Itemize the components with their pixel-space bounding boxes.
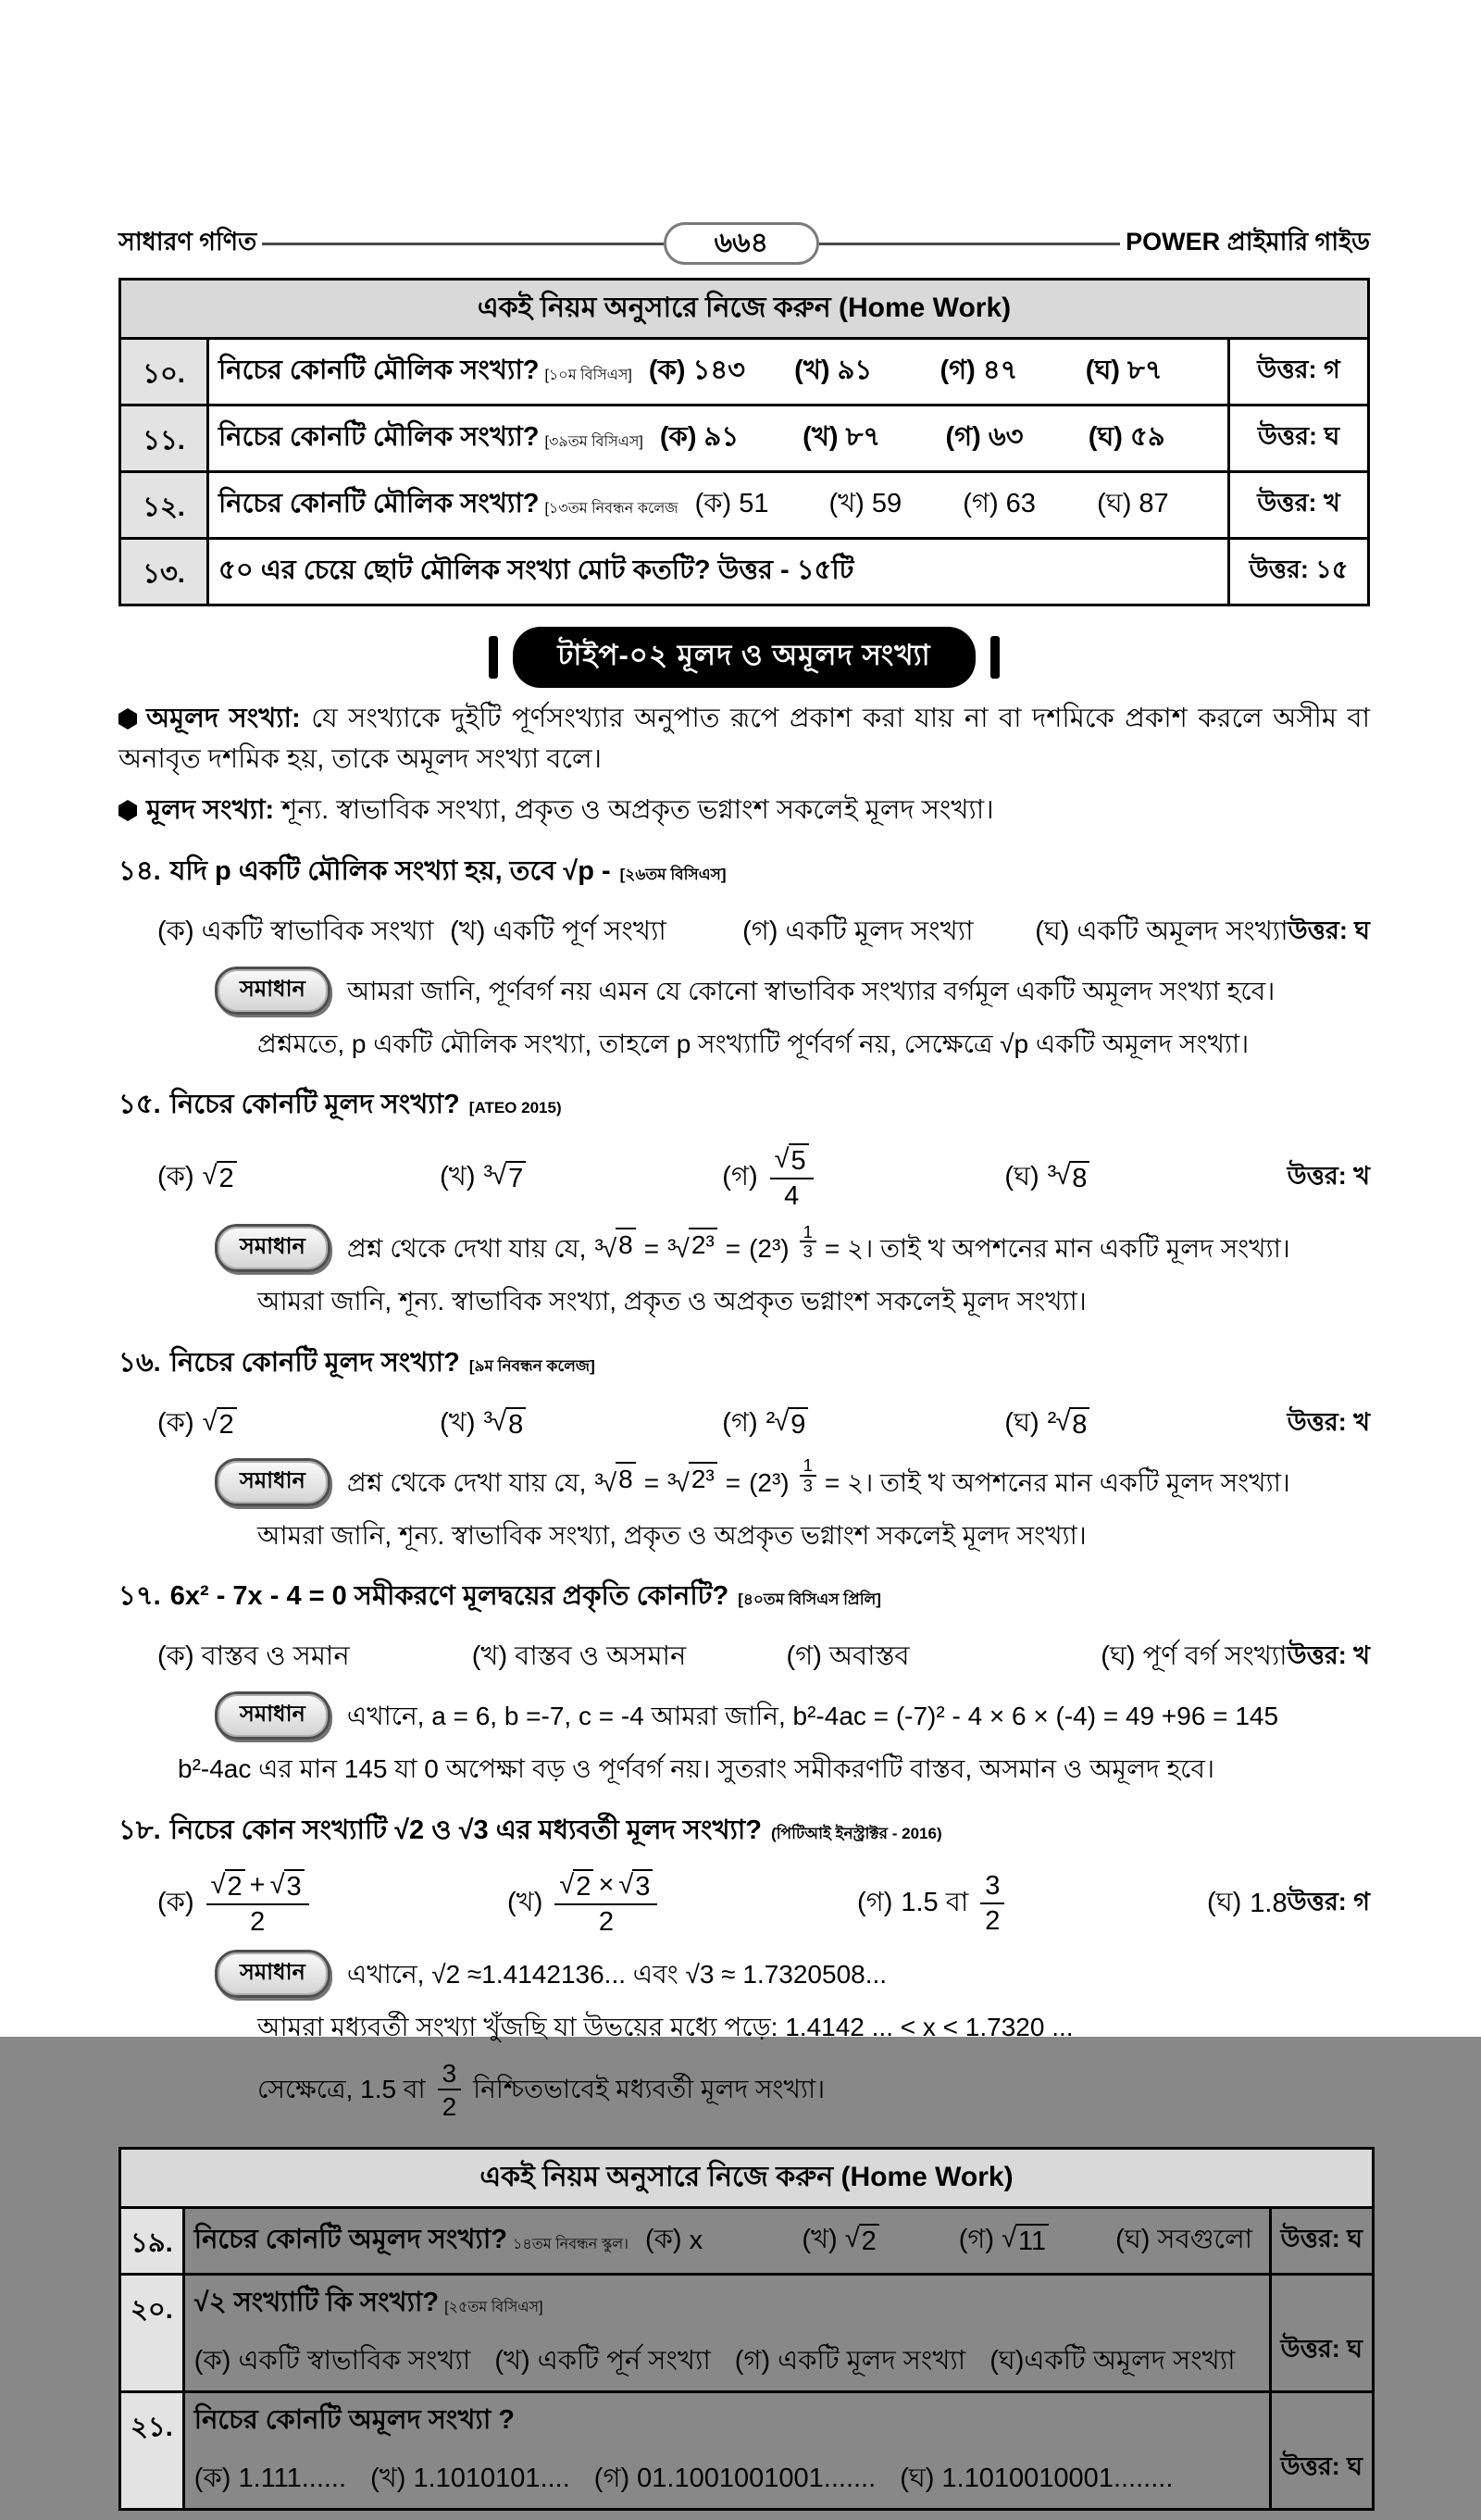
radical-sign: √ — [1002, 2223, 1016, 2253]
option: (গ) একটি মূলদ সংখ্যা — [734, 2345, 966, 2376]
definition-irrational — [118, 699, 1370, 780]
homework-table-2 — [118, 2147, 1375, 2511]
solution-text: নিশ্চিতভাবেই মধ্যবর্তী মূলদ সংখ্যা। — [473, 2075, 826, 2104]
solution-pill: সমাধান — [215, 967, 330, 1015]
option-label: (ক) — [157, 1162, 194, 1192]
option-text: 1.8 — [1250, 1889, 1288, 1919]
option-text: x — [689, 2225, 703, 2255]
option: (ক) একটি স্বাভাবিক সংখ্যা — [157, 916, 434, 946]
solution-14 — [215, 967, 1370, 1015]
option: (ক) একটি স্বাভাবিক সংখ্যা — [193, 2345, 471, 2376]
solution-line: আমরা মধ্যবর্তী সংখ্যা খুঁজছি যা উভয়ের মধ্যে পড়ে: 1.4142 ... < x < 1.7320 ... — [257, 2012, 1074, 2041]
radical-sign: √ — [774, 1144, 789, 1175]
radical — [270, 1869, 305, 1903]
option — [1115, 2218, 1259, 2264]
question-18 — [118, 1809, 1370, 2123]
type-banner — [118, 627, 1370, 688]
subject-title: সাধারণ গণিত — [118, 227, 257, 256]
hexagon-bullet-icon — [118, 708, 137, 730]
option: (ক) বাস্তব ও সমান — [157, 1641, 350, 1672]
question-number: ১২. — [120, 472, 208, 539]
option — [1004, 1155, 1287, 1201]
option: (ঘ) ৮৭ — [1085, 356, 1163, 385]
option: (ঘ) 1.1010010001........ — [900, 2463, 1174, 2493]
option: (খ) ৮৭ — [803, 422, 881, 452]
banner-bar-icon — [990, 636, 1000, 679]
option — [157, 1402, 440, 1447]
option — [645, 2218, 789, 2264]
radical — [667, 1462, 717, 1504]
option — [1004, 1402, 1287, 1447]
question-15 — [118, 1083, 1370, 1322]
option-label: (গ) — [857, 1888, 893, 1918]
solution-text: প্রশ্ন থেকে দেখা যায় যে, — [346, 1233, 587, 1263]
banner-bar-icon — [489, 636, 498, 679]
option: (গ) 01.1001001001....... — [593, 2463, 877, 2493]
question-text: ৫০ এর চেয়ে ছোট মৌলিক সংখ্যা মোট কতটি? উত্তর - ১৫টি — [218, 555, 854, 585]
banner-label: টাইপ-০২ মূলদ ও অমূলদ সংখ্যা — [513, 627, 975, 688]
solution-line: আমরা জানি, শূন্য. স্বাভাবিক সংখ্যা, প্রকৃত ও অপ্রকৃত ভগ্নাংশ সকলেই মূলদ সংখ্যা। — [257, 1520, 1087, 1550]
source-tag: [ATEO 2015) — [468, 1099, 562, 1117]
source-tag: [৩৯তম বিসিএস] — [544, 434, 643, 450]
power-term: (2³) — [749, 1467, 790, 1497]
option: (ক) 1.111...... — [193, 2463, 347, 2493]
question-number: ২০. — [120, 2274, 184, 2391]
radical-sign: √ — [559, 1870, 574, 1901]
table-row — [120, 2207, 1374, 2274]
question-cell — [208, 405, 1229, 472]
question-cell — [183, 2207, 1270, 2274]
radical — [594, 1228, 635, 1270]
table-row — [120, 405, 1369, 472]
solution-pill: সমাধান — [215, 1950, 330, 1998]
solution-text: = ২। তাই খ অপশনের মান একটি মূলদ সংখ্যা। — [824, 1233, 1290, 1263]
table-row — [120, 339, 1369, 405]
option: (খ) ৯১ — [794, 356, 873, 385]
denominator: 2 — [985, 1906, 1001, 1937]
solution-pill: সমাধান — [215, 1691, 330, 1740]
option: (ক) 51 — [694, 489, 769, 518]
question-text: 6x² - 7x - 4 = 0 সমীকরণে মূলদ্বয়ের প্রকৃতি কোনটি? — [169, 1581, 729, 1612]
source-tag: [১০ম বিসিএস] — [544, 368, 632, 383]
question-cell — [183, 2391, 1270, 2509]
radical-sign: √ — [844, 2223, 859, 2253]
option — [440, 1402, 722, 1447]
radicand: 2 — [859, 2224, 879, 2258]
radical-sign: ³√ — [667, 1467, 689, 1497]
question-text: নিচের কোনটি মূলদ সংখ্যা? — [169, 1090, 460, 1120]
option: (খ) একটি পূর্ণ সংখ্যা — [450, 916, 666, 946]
equals-sign: = — [643, 1467, 660, 1497]
question-text: নিচের কোন সংখ্যাটি √2 ও √3 এর মধ্যবর্তী মূলদ সংখ্যা? — [169, 1815, 763, 1846]
radical — [211, 1869, 245, 1903]
definition-text: শূন্য. স্বাভাবিক সংখ্যা, প্রকৃত ও অপ্রকৃত ভগ্নাংশ সকলেই মূলদ সংখ্যা। — [281, 795, 994, 825]
question-number: ১১. — [120, 405, 208, 472]
question-text: নিচের কোনটি অমূলদ সংখ্যা ? — [193, 2404, 516, 2435]
option — [440, 1155, 722, 1201]
source-tag: ১৪তম নিবন্ধন স্কুল। — [512, 2236, 628, 2252]
option-label: (গ) — [722, 1162, 758, 1192]
radical — [618, 1869, 653, 1903]
definition-rational — [118, 791, 1370, 831]
question-number: ১৯. — [120, 2207, 184, 2274]
radicand: 2 — [217, 1407, 237, 1441]
source-tag: [৪০তম বিসিএস প্রিলি] — [738, 1591, 881, 1609]
radical — [1048, 1161, 1090, 1195]
radicand: 8 — [616, 1462, 636, 1495]
equals-sign: = — [725, 1467, 741, 1497]
option — [857, 1870, 1207, 1938]
radical — [203, 1161, 237, 1195]
table-row — [120, 2391, 1374, 2509]
radical-sign: ²√ — [765, 1406, 789, 1437]
option-label: (ঘ) — [1004, 1162, 1039, 1192]
radical — [766, 1407, 809, 1441]
radicand: 2 — [217, 1161, 237, 1195]
radicand: 3 — [632, 1869, 653, 1903]
option-label: (ঘ) — [1115, 2224, 1151, 2254]
answer-cell: উত্তর: ঘ — [1229, 405, 1369, 472]
radicand: 2 — [573, 1869, 593, 1903]
source-tag: [১৩তম নিবন্ধন কলেজ — [544, 501, 678, 517]
question-number: ১৩. — [120, 539, 208, 605]
radicand: 8 — [505, 1407, 526, 1441]
solution-16 — [215, 1455, 1370, 1506]
guide-title: POWER প্রাইমারি গাইড — [1126, 227, 1370, 256]
fraction — [554, 1869, 657, 1939]
answer-text: উত্তর: ঘ — [1288, 916, 1370, 944]
radical — [559, 1869, 593, 1903]
option-label: (গ) — [722, 1407, 758, 1438]
option-text: 1.5 বা — [901, 1888, 969, 1918]
solution-18 — [215, 1950, 1370, 1998]
radical-sign: √ — [210, 1870, 225, 1901]
option: (খ) বাস্তব ও অসমান — [471, 1641, 687, 1672]
question-number: ১৬. — [118, 1347, 161, 1378]
radical-sign: √ — [202, 1161, 217, 1191]
radical-sign: ³√ — [594, 1467, 616, 1497]
hexagon-bullet-icon — [118, 800, 137, 821]
question-text: নিচের কোনটি অমূলদ সংখ্যা? — [193, 2224, 507, 2254]
radical-sign: ³√ — [483, 1406, 506, 1437]
radical — [203, 1407, 237, 1441]
numerator: 1 — [800, 1223, 816, 1242]
option-label: (খ) — [507, 1888, 543, 1918]
solution-pill: সমাধান — [215, 1458, 330, 1506]
radicand: 2³ — [689, 1228, 717, 1261]
denominator: 4 — [784, 1181, 800, 1212]
denominator: 2 — [442, 2092, 457, 2122]
solution-line: প্রশ্নমতে, p একটি মৌলিক সংখ্যা, তাহলে p সংখ্যাটি পূর্ণবর্গ নয়, সেক্ষেত্রে √p একটি অমূলদ সংখ্যা। — [257, 1029, 1250, 1058]
option-label: (ঘ) — [1207, 1888, 1242, 1918]
solution-line: b²-4ac এর মান 145 যা 0 অপেক্ষা বড় ও পূর্ণবর্গ নয়। সুতরাং সমীকরণটি বাস্তব, অসমান ও অমূলদ হবে। — [178, 1754, 1215, 1784]
option-text: সবগুলো — [1157, 2224, 1253, 2254]
denominator: 3 — [803, 1241, 813, 1261]
operator: + — [249, 1870, 266, 1901]
homework-title: একই নিয়ম অনুসারে নিজে করুন (Home Work) — [120, 2148, 1374, 2207]
solution-text: সেক্ষেত্রে, 1.5 বা — [257, 2075, 426, 2104]
radical — [1002, 2224, 1049, 2258]
option: (ঘ) পূর্ণ বর্গ সংখ্যা — [1101, 1641, 1288, 1672]
solution-line: আমরা জানি, শূন্য. স্বাভাবিক সংখ্যা, প্রকৃত ও অপ্রকৃত ভগ্নাংশ সকলেই মূলদ সংখ্যা। — [257, 1286, 1087, 1316]
definition-text: যে সংখ্যাকে দুইটি পূর্ণসংখ্যার অনুপাত রূপে প্রকাশ করা যায় না বা দশমিকে প্রকাশ করলে অসীম বা অনাবৃত দশমিক হয়, তাকে অমূলদ সংখ্যা বলে। — [118, 704, 1370, 774]
solution-15 — [215, 1221, 1370, 1272]
option — [157, 1155, 440, 1201]
option-label: (খ) — [802, 2224, 838, 2254]
option-label: (ক) — [644, 2224, 682, 2254]
question-14 — [118, 850, 1370, 1066]
page-content — [118, 222, 1370, 2520]
option — [1207, 1881, 1288, 1927]
radical-sign: ²√ — [1047, 1406, 1070, 1437]
answer-text: উত্তর: গ — [1287, 1888, 1370, 1916]
option: (ঘ)একটি অমূলদ সংখ্যা — [989, 2345, 1236, 2376]
solution-line: এখানে, √2 ≈1.4142136... এবং √3 ≈ 1.7320508... — [346, 1959, 888, 1989]
question-cell — [208, 339, 1229, 405]
radical-sign: √ — [202, 1406, 217, 1437]
radical — [667, 1228, 717, 1270]
question-text: নিচের কোনটি মূলদ সংখ্যা? — [169, 1347, 460, 1378]
question-number: ১৫. — [118, 1090, 161, 1120]
option-label: (গ) — [958, 2224, 995, 2254]
question-17 — [118, 1575, 1370, 1790]
option-label: (ক) — [157, 1407, 194, 1438]
option-label: (খ) — [440, 1162, 476, 1192]
solution-17 — [215, 1691, 1370, 1740]
option-label: (ঘ) — [1004, 1407, 1039, 1438]
radical — [594, 1462, 635, 1504]
option: (গ) ৪৭ — [940, 356, 1018, 385]
radical-sign: ³√ — [594, 1233, 616, 1263]
option: (ঘ) একটি অমূলদ সংখ্যা — [1035, 916, 1288, 946]
fraction — [770, 1143, 814, 1213]
radical — [484, 1407, 527, 1441]
radicand: 2³ — [689, 1462, 717, 1495]
equals-sign: = — [643, 1233, 660, 1263]
table-header-row — [120, 2148, 1374, 2207]
fraction — [206, 1869, 309, 1939]
radicand: 8 — [1069, 1161, 1089, 1195]
table-row — [120, 539, 1369, 605]
radicand: 2 — [225, 1869, 245, 1903]
solution-line — [257, 2058, 825, 2123]
answer-cell: উত্তর: ১৫ — [1229, 539, 1369, 605]
option: (ক) ১৪৩ — [648, 356, 746, 385]
radicand: 5 — [789, 1143, 809, 1178]
option-label: (খ) — [440, 1407, 476, 1438]
answer-cell: উত্তর: খ — [1229, 472, 1369, 539]
page-number-badge: ৬৬৪ — [664, 222, 819, 265]
header-rule-right — [819, 243, 1120, 245]
radicand: 11 — [1015, 2224, 1049, 2258]
radicand: 9 — [788, 1407, 808, 1441]
option — [722, 1143, 1004, 1213]
question-cell — [208, 539, 1229, 605]
option: (খ) 59 — [828, 489, 902, 518]
option-label: (ক) — [157, 1888, 194, 1918]
solution-text: = ২। তাই খ অপশনের মান একটি মূলদ সংখ্যা। — [824, 1467, 1290, 1497]
question-number: ১৭. — [118, 1581, 161, 1612]
radical — [484, 1161, 527, 1195]
radicand: 8 — [616, 1228, 636, 1261]
option: (গ) অবাস্তব — [786, 1641, 910, 1672]
question-text: √২ সংখ্যাটি কি সংখ্যা? — [193, 2287, 440, 2317]
question-cell — [183, 2274, 1270, 2391]
question-text: নিচের কোনটি মৌলিক সংখ্যা? — [218, 356, 540, 385]
answer-text: উত্তর: খ — [1287, 1641, 1370, 1670]
option: (খ) 1.1010101.... — [370, 2463, 570, 2493]
denominator: 2 — [250, 1907, 266, 1938]
denominator: 3 — [803, 1475, 813, 1495]
source-tag: [২৬তম বিসিএস] — [619, 865, 727, 883]
option: (খ) একটি পূর্ন সংখ্যা — [494, 2345, 711, 2376]
radical-sign: ³√ — [667, 1233, 689, 1263]
table-row — [120, 2274, 1374, 2391]
option: (গ) একটি মূলদ সংখ্যা — [742, 916, 974, 946]
question-16 — [118, 1341, 1370, 1557]
answer-cell: উত্তর: ঘ — [1270, 2274, 1373, 2391]
radicand: 8 — [1069, 1407, 1089, 1441]
radical-sign: √ — [269, 1870, 284, 1901]
exponent-fraction — [800, 1456, 816, 1494]
homework-table-1 — [118, 278, 1370, 606]
answer-cell: উত্তর: গ — [1229, 339, 1369, 405]
source-tag: [২৫তম বিসিএস] — [444, 2299, 543, 2315]
solution-line: আমরা জানি, পূর্ণবর্গ নয় এমন যে কোনো স্বাভাবিক সংখ্যার বর্গমূল একটি অমূলদ সংখ্যা হবে। — [346, 976, 1276, 1005]
option — [959, 2218, 1102, 2264]
table-row — [120, 472, 1369, 539]
radicand: 3 — [284, 1869, 305, 1903]
option: (গ) 63 — [963, 489, 1036, 518]
option: (ঘ) 87 — [1097, 489, 1169, 518]
question-number: ১৪. — [118, 855, 161, 886]
header-rule-left — [262, 243, 663, 245]
radicand: 7 — [505, 1161, 526, 1195]
option — [722, 1402, 1004, 1447]
solution-pill: সমাধান — [215, 1224, 330, 1272]
definition-term: মূলদ সংখ্যা: — [146, 795, 275, 825]
radical-sign: ³√ — [1047, 1161, 1070, 1191]
source-tag: [৯ম নিবন্ধন কলেজ] — [468, 1356, 595, 1375]
table-header-row — [120, 280, 1369, 339]
answer-text: উত্তর: খ — [1287, 1407, 1370, 1436]
question-number: ২১. — [120, 2391, 184, 2509]
power-term: (2³) — [749, 1233, 790, 1263]
exponent-fraction — [800, 1223, 816, 1261]
answer-text: উত্তর: খ — [1287, 1162, 1370, 1191]
radical — [845, 2224, 879, 2258]
numerator: 3 — [980, 1870, 1004, 1904]
radical-sign: ³√ — [483, 1161, 506, 1191]
fraction — [438, 2058, 462, 2123]
operator: × — [598, 1870, 615, 1901]
denominator: 2 — [598, 1907, 614, 1938]
radical — [1048, 1407, 1090, 1441]
question-text: নিচের কোনটি মৌলিক সংখ্যা? — [218, 422, 540, 452]
fraction — [980, 1870, 1004, 1938]
question-number: ১৮. — [118, 1815, 161, 1846]
definition-term: অমূলদ সংখ্যা: — [146, 704, 301, 733]
question-text: যদি p একটি মৌলিক সংখ্যা হয়, তবে √p - — [169, 855, 611, 886]
option — [507, 1869, 857, 1939]
numerator: 3 — [438, 2058, 462, 2091]
numerator: 1 — [800, 1456, 816, 1476]
source-tag: (পিটিআই ইনস্ট্রাক্টর - 2016) — [771, 1825, 942, 1843]
solution-line: এখানে, a = 6, b =-7, c = -4 আমরা জানি, b²-4ac = (-7)² - 4 × 6 × (-4) = 49 +96 = 145 — [346, 1702, 1279, 1731]
answer-cell: উত্তর: ঘ — [1270, 2207, 1373, 2274]
solution-text: প্রশ্ন থেকে দেখা যায় যে, — [346, 1467, 587, 1497]
radical-sign: √ — [618, 1870, 633, 1901]
answer-cell: উত্তর: ঘ — [1270, 2391, 1373, 2509]
question-cell — [208, 472, 1229, 539]
radical — [775, 1143, 809, 1178]
option — [802, 2218, 945, 2264]
option: (ক) ৯১ — [659, 422, 740, 452]
option: (গ) ৬৩ — [945, 422, 1024, 452]
question-text: নিচের কোনটি মৌলিক সংখ্যা? — [218, 489, 540, 518]
question-number: ১০. — [120, 339, 208, 405]
homework-title: একই নিয়ম অনুসারে নিজে করুন (Home Work) — [120, 280, 1369, 339]
page-header — [118, 222, 1370, 265]
equals-sign: = — [725, 1233, 741, 1263]
option: (ঘ) ৫৯ — [1088, 422, 1165, 452]
option — [157, 1869, 507, 1939]
